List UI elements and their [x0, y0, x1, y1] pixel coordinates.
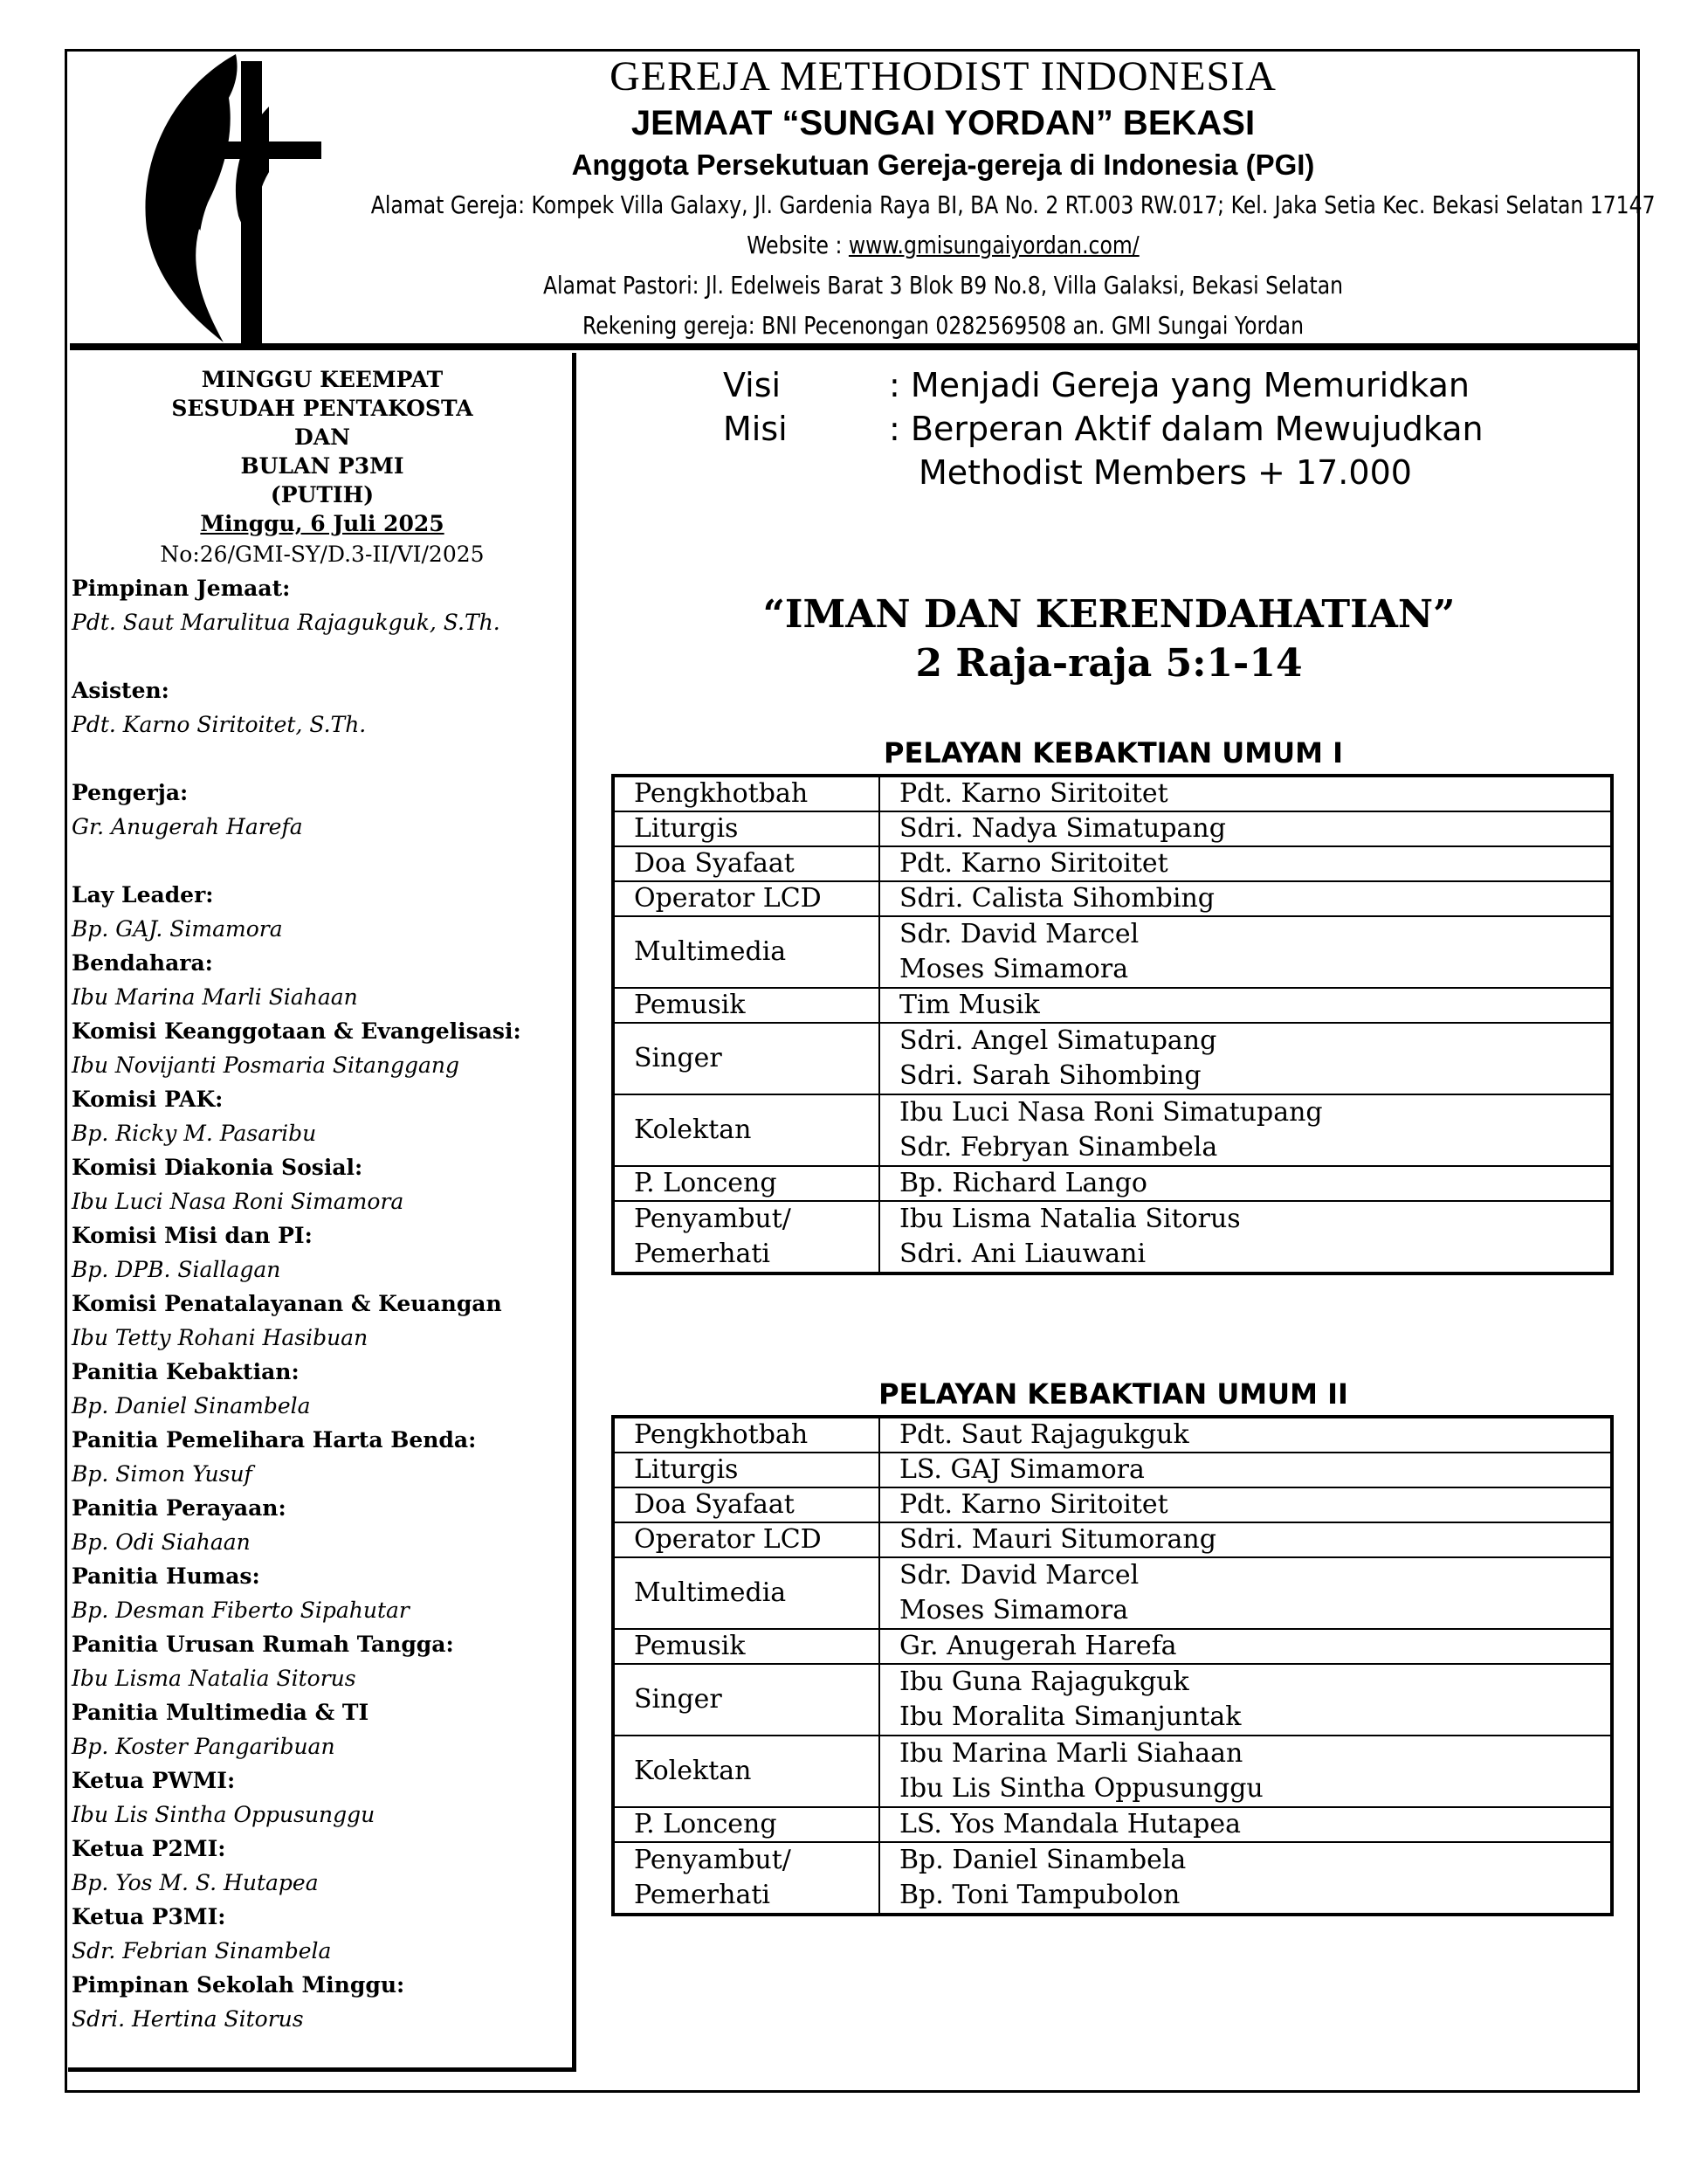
- role-cell: Pemusik: [613, 1629, 879, 1664]
- congregation-name: JEMAAT “SUNGAI YORDAN” BEKASI: [630, 104, 1256, 142]
- role-name: Bp. Desman Fiberto Sipahutar: [72, 1598, 410, 1623]
- table-row: [613, 1094, 1612, 1166]
- role-name: Pdt. Karno Siritoitet, S.Th.: [72, 712, 367, 737]
- name-cell: Tim Musik: [879, 988, 1612, 1023]
- name-line: Ibu Marina Marli Siahaan: [899, 1738, 1243, 1769]
- membership-note: Anggota Persekutuan Gereja-gereja di Indonesia (PGI): [571, 148, 1315, 181]
- week-line: MINGGU KEEMPAT: [201, 367, 444, 392]
- name-cell: LS. GAJ Simamora: [879, 1453, 1612, 1487]
- role-cell: Liturgis: [613, 811, 879, 846]
- name-cell: Pdt. Karno Siritoitet: [879, 846, 1612, 881]
- church-address: Alamat Gereja: Kompek Villa Galaxy, Jl. Gardenia Raya BI, BA No. 2 RT.003 RW.017; Kel. Jaka Setia Kec. Bekasi Selatan 17147: [370, 190, 1656, 219]
- role-cell: Multimedia: [613, 1557, 879, 1629]
- role-title: Panitia Urusan Rumah Tangga:: [72, 1632, 454, 1657]
- document-number: No:26/GMI-SY/D.3-II/VI/2025: [160, 542, 485, 567]
- role-name: Bp. Ricky M. Pasaribu: [72, 1121, 317, 1146]
- bank-account: Rekening gereja: BNI Pecenongan 0282569508 an. GMI Sungai Yordan: [582, 311, 1304, 340]
- role-name: Bp. Odi Siahaan: [72, 1529, 251, 1555]
- table-row: [613, 1807, 1612, 1842]
- name-cell: Bp. Richard Lango: [879, 1166, 1612, 1201]
- role-title: Pengerja:: [72, 780, 189, 805]
- role-title: Asisten:: [72, 678, 169, 703]
- role-name: Ibu Tetty Rohani Hasibuan: [72, 1325, 368, 1350]
- sermon-heading: [611, 590, 1607, 688]
- service1-table: [611, 774, 1614, 1275]
- table-row: [613, 1487, 1612, 1522]
- role-cell: Singer: [613, 1023, 879, 1094]
- role-title: Lay Leader:: [72, 882, 214, 908]
- name-cell: [879, 1201, 1612, 1273]
- role-name: Bp. Simon Yusuf: [72, 1461, 252, 1487]
- name-cell: [879, 1736, 1612, 1807]
- website-link[interactable]: www.gmisungaiyordan.com/: [848, 231, 1140, 259]
- role-name: Bp. GAJ. Simamora: [72, 916, 283, 942]
- table-row: [613, 846, 1612, 881]
- week-line: DAN: [294, 424, 350, 450]
- role-cell: Multimedia: [613, 916, 879, 988]
- name-cell: LS. Yos Mandala Hutapea: [879, 1807, 1612, 1842]
- table-row: [613, 1453, 1612, 1487]
- week-line: SESUDAH PENTAKOSTA: [171, 396, 473, 421]
- name-line: Moses Simamora: [899, 954, 1129, 984]
- table-row: [613, 881, 1612, 916]
- table-row: [613, 1023, 1612, 1094]
- name-line: Ibu Guna Rajagukguk: [899, 1667, 1189, 1697]
- table-row: [613, 776, 1612, 811]
- role-name: Sdr. Febrian Sinambela: [72, 1938, 332, 1963]
- sermon-title: “IMAN DAN KERENDAHATIAN”: [762, 592, 1456, 637]
- liturgical-week: [68, 365, 576, 538]
- role-cell: Operator LCD: [613, 881, 879, 916]
- name-cell: [879, 1664, 1612, 1736]
- role-title: Bendahara:: [72, 950, 213, 976]
- role-cell: P. Lonceng: [613, 1166, 879, 1201]
- table-row: [613, 1522, 1612, 1557]
- name-line: Sdri. Sarah Sihombing: [899, 1060, 1202, 1091]
- name-cell: [879, 1557, 1612, 1629]
- name-cell: Pdt. Karno Siritoitet: [879, 776, 1612, 811]
- name-line: Sdri. Ani Liauwani: [899, 1239, 1147, 1269]
- vision-row: [723, 363, 1596, 407]
- service1-title: PELAYAN KEBAKTIAN UMUM I: [884, 736, 1343, 769]
- table-row: [613, 1842, 1612, 1915]
- name-line: Sdr. Febryan Sinambela: [899, 1132, 1218, 1163]
- role-cell: P. Lonceng: [613, 1807, 879, 1842]
- role-title: Ketua P3MI:: [72, 1904, 226, 1929]
- role-title: Panitia Kebaktian:: [72, 1359, 300, 1384]
- sermon-scripture: 2 Raja-raja 5:1-14: [915, 641, 1303, 686]
- role-name: Bp. DPB. Siallagan: [72, 1257, 281, 1282]
- role-title: Komisi PAK:: [72, 1087, 224, 1112]
- service2-title: PELAYAN KEBAKTIAN UMUM II: [878, 1377, 1348, 1411]
- role-title: Panitia Pemelihara Harta Benda:: [72, 1427, 477, 1453]
- role-title: Ketua PWMI:: [72, 1768, 236, 1793]
- mission-label: Misi: [723, 410, 788, 448]
- name-cell: [879, 1094, 1612, 1166]
- role-title: Panitia Multimedia & TI: [72, 1700, 369, 1725]
- role-name: Ibu Novijanti Posmaria Sitanggang: [72, 1052, 460, 1078]
- role-cell: Operator LCD: [613, 1522, 879, 1557]
- role-name: Ibu Lis Sintha Oppusunggu: [72, 1802, 375, 1827]
- name-line: Ibu Lisma Natalia Sitorus: [899, 1204, 1241, 1234]
- role-name: Ibu Luci Nasa Roni Simamora: [72, 1189, 404, 1214]
- name-cell: [879, 1842, 1612, 1915]
- name-line: Ibu Moralita Simanjuntak: [899, 1701, 1242, 1732]
- name-line: Sdr. David Marcel: [899, 1560, 1140, 1591]
- name-line: Sdr. David Marcel: [899, 919, 1140, 949]
- name-cell: Sdri. Calista Sihombing: [879, 881, 1612, 916]
- name-line: Ibu Luci Nasa Roni Simatupang: [899, 1097, 1323, 1128]
- role-cell: Kolektan: [613, 1094, 879, 1166]
- name-cell: [879, 1023, 1612, 1094]
- name-cell: [879, 916, 1612, 988]
- role-cell: Pengkhotbah: [613, 1417, 879, 1453]
- table-row: [613, 1557, 1612, 1629]
- role-name: Ibu Lisma Natalia Sitorus: [72, 1666, 356, 1691]
- table-row: [613, 988, 1612, 1023]
- role-title: Komisi Keanggotaan & Evangelisasi:: [72, 1018, 521, 1044]
- church-name: GEREJA METHODIST INDONESIA: [610, 53, 1277, 100]
- name-cell: Sdri. Mauri Situmorang: [879, 1522, 1612, 1557]
- mission-row: [723, 407, 1596, 451]
- name-line: Ibu Lis Sintha Oppusunggu: [899, 1773, 1264, 1804]
- role-title: Ketua P2MI:: [72, 1836, 226, 1861]
- role-name: Bp. Yos M. S. Hutapea: [72, 1870, 319, 1895]
- church-header: [262, 52, 1656, 346]
- mission-text-continued: Methodist Members + 17.000: [919, 453, 1412, 492]
- website-line: [371, 225, 1515, 266]
- service2-table: [611, 1415, 1614, 1916]
- role-title: Pimpinan Sekolah Minggu:: [72, 1972, 405, 1998]
- role-name: Gr. Anugerah Harefa: [72, 814, 303, 839]
- service-date: Minggu, 6 Juli 2025: [200, 511, 444, 536]
- role-title: Panitia Perayaan:: [72, 1495, 286, 1521]
- header-divider: [70, 343, 1638, 350]
- name-cell: Gr. Anugerah Harefa: [879, 1629, 1612, 1664]
- role-cell: Penyambut/ Pemerhati: [613, 1842, 879, 1915]
- role-title: Komisi Penatalayanan & Keuangan: [72, 1291, 502, 1316]
- role-cell: Doa Syafaat: [613, 1487, 879, 1522]
- week-line: (PUTIH): [270, 482, 375, 507]
- role-name: Sdri. Hertina Sitorus: [72, 2006, 304, 2032]
- role-name: Ibu Marina Marli Siahaan: [72, 984, 358, 1010]
- role-cell: Pemusik: [613, 988, 879, 1023]
- role-cell: Kolektan: [613, 1736, 879, 1807]
- sidebar: [68, 353, 576, 2072]
- vision-text: : Menjadi Gereja yang Memuridkan: [889, 366, 1470, 404]
- week-line: BULAN P3MI: [240, 453, 404, 479]
- name-cell: Pdt. Karno Siritoitet: [879, 1487, 1612, 1522]
- name-line: Sdri. Angel Simatupang: [899, 1025, 1217, 1056]
- vision-label: Visi: [723, 366, 782, 404]
- role-cell: Penyambut/ Pemerhati: [613, 1201, 879, 1273]
- role-cell: Singer: [613, 1664, 879, 1736]
- role-title: Komisi Diakonia Sosial:: [72, 1155, 363, 1180]
- name-cell: Sdri. Nadya Simatupang: [879, 811, 1612, 846]
- role-name: Bp. Koster Pangaribuan: [72, 1734, 335, 1759]
- table-row: [613, 1166, 1612, 1201]
- pastori-address: Alamat Pastori: Jl. Edelweis Barat 3 Blok B9 No.8, Villa Galaksi, Bekasi Selatan: [542, 271, 1344, 300]
- role-name: Bp. Daniel Sinambela: [72, 1393, 311, 1418]
- table-row: [613, 916, 1612, 988]
- website-label: Website :: [747, 231, 849, 259]
- name-cell: Pdt. Saut Rajagukguk: [879, 1417, 1612, 1453]
- table-row: [613, 1417, 1612, 1453]
- role-cell: Liturgis: [613, 1453, 879, 1487]
- name-line: Moses Simamora: [899, 1595, 1129, 1625]
- role-cell: Pengkhotbah: [613, 776, 879, 811]
- table-row: [613, 811, 1612, 846]
- table-row: [613, 1736, 1612, 1807]
- name-line: Bp. Toni Tampubolon: [899, 1880, 1181, 1910]
- table-row: [613, 1201, 1612, 1273]
- role-name: Pdt. Saut Marulitua Rajagukguk, S.Th.: [72, 610, 500, 635]
- name-line: Bp. Daniel Sinambela: [899, 1845, 1187, 1875]
- role-cell: Doa Syafaat: [613, 846, 879, 881]
- table-row: [613, 1629, 1612, 1664]
- vision-mission: [723, 363, 1596, 494]
- role-title: Panitia Humas:: [72, 1563, 260, 1589]
- leadership-list: [72, 571, 569, 2036]
- mission-text: : Berperan Aktif dalam Mewujudkan: [889, 410, 1484, 448]
- table-row: [613, 1664, 1612, 1736]
- role-title: Komisi Misi dan PI:: [72, 1223, 313, 1248]
- role-title: Pimpinan Jemaat:: [72, 576, 291, 601]
